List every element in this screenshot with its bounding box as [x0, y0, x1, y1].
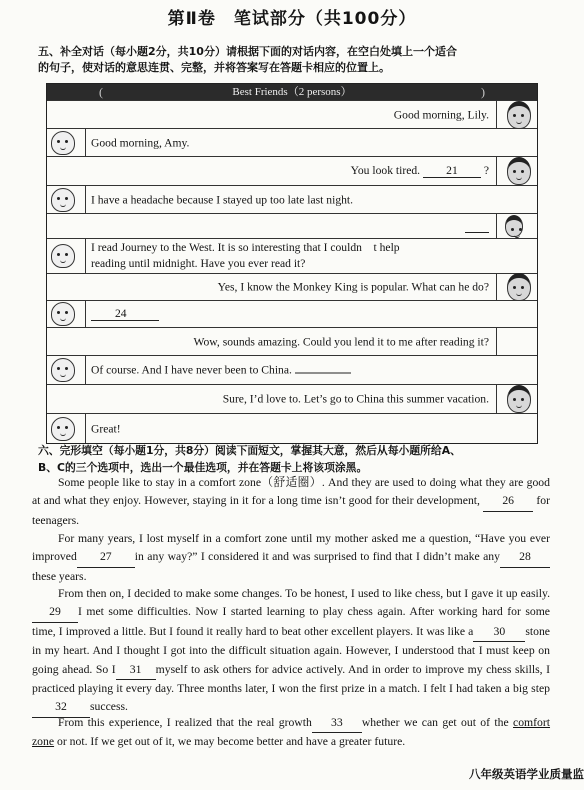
cloze-blank-30: 30	[473, 623, 525, 642]
cloze-blank-32: 32	[32, 698, 90, 717]
amy-avatar-icon	[51, 131, 75, 155]
passage-paragraph-3: From then on, I decided to make some changes. To be honest, I used to like chess, but I gave it up easily.29 I met some difficulties. Now I started learning to play chess again. After working hard for some time, I improved a little. But I found it really hard to beat other excellent players. It was like a 30 stone in my heart. And I thought I got into the difficult situation again. However, I understood that I must keep on going ahead. So I 31 myself to ask others for advice actively. And in order to improve my chess skills, I practiced playing it every day. Three months later, I won the first prize in a match. I felt I had taken a big step32 success.	[32, 585, 550, 718]
amy-avatar-icon	[51, 188, 75, 212]
section5-instruction	[38, 44, 578, 76]
dialogue-line: Good morning, Lily.	[393, 108, 489, 121]
lily-avatar-icon	[507, 385, 531, 413]
amy-avatar-icon	[51, 302, 75, 326]
answer-blank-24: 24	[91, 307, 159, 321]
lily-avatar-icon	[505, 215, 523, 237]
dialogue-line: I have a headache because I stayed up too late last night.	[91, 193, 354, 206]
dialogue-row	[47, 238, 537, 273]
dialogue-line: I read Journey to the West. It is so interesting that I couldn t help reading until midnight. Have you ever read it?	[91, 241, 400, 270]
section5-instruction-line2: 的句子，使对话的意思连贯、完整，并将答案写在答题卡相应的位置上。	[38, 61, 390, 74]
dialogue-row	[47, 213, 537, 238]
dialogue-row	[47, 100, 537, 128]
dialogue-row	[47, 384, 537, 413]
dialogue-line: Yes, I know the Monkey King is popular. What can he do?	[217, 280, 489, 294]
section6-instruction	[38, 442, 572, 476]
dialogue-line: You look tired. 21 ?	[350, 164, 489, 177]
passage-paragraph-4: From this experience, I realized that the real growth 33 whether we can get out of the comfort zone or not. If we get out of it, we may become better and have a greater future.	[32, 716, 551, 749]
header-bracket-right: )	[481, 85, 485, 99]
amy-avatar-icon	[51, 244, 75, 268]
dialogue-line: Of course. And I have never been to China.	[91, 364, 351, 377]
amy-avatar-icon	[51, 417, 75, 441]
dialogue-row	[47, 355, 537, 384]
page-title: 第Ⅱ卷 笔试部分（共100分）	[167, 9, 417, 29]
dialogue-header	[47, 84, 537, 100]
section5-instruction-line1: 五、补全对话（每小题2分，共10分）请根据下面的对话内容，在空白处填上一个适合	[38, 45, 457, 58]
section6-instruction-line2: B、C的三个选项中，选出一个最佳选项，并在答题卡上将该项涂黑。	[38, 461, 368, 474]
cloze-blank-28: 28	[500, 548, 550, 567]
dialogue-line: Great!	[91, 422, 121, 435]
dialogue-header-title: Best Friends（2 persons）	[232, 86, 352, 98]
dialogue-row	[47, 327, 537, 355]
dialogue-line: Sure, I’d love to. Let’s go to China this summer vacation.	[222, 392, 489, 406]
lily-avatar-icon	[507, 157, 531, 185]
lily-avatar-icon	[507, 101, 531, 129]
section6-instruction-line1: 六、完形填空（每小题1分，共8分）阅读下面短文，掌握其大意，然后从每小题所给A、	[38, 444, 461, 457]
dialogue-line: Good morning, Amy.	[91, 136, 190, 149]
lily-avatar-icon	[507, 273, 531, 301]
cloze-blank-31: 31	[116, 661, 156, 680]
dialogue-line: Wow, sounds amazing. Could you lend it to me after reading it?	[193, 335, 489, 348]
header-bracket-left: (	[99, 85, 103, 99]
answer-blank-25	[295, 373, 351, 374]
passage-paragraph-2: For many years, I lost myself in a comfort zone until my mother asked me a question, “Have you ever improved 27 in any way?” I considered it and was surprised to find that I didn’t make any 28these years.	[32, 532, 550, 583]
dialogue-row	[47, 300, 537, 327]
cloze-blank-26: 26	[483, 492, 533, 511]
cloze-blank-27: 27	[77, 548, 135, 567]
answer-blank-21: 21	[423, 164, 481, 178]
dialogue-row	[47, 273, 537, 300]
amy-avatar-icon	[51, 358, 75, 382]
passage-paragraph-1: Some people like to stay in a comfort zone（舒适圈）. And they are used to doing what they are good at and what they enjoy. However, staying in it for a long time isn’t good for their development, 26 for teenagers.	[32, 476, 550, 527]
dialogue-row	[47, 185, 537, 213]
cloze-blank-29: 29	[32, 603, 78, 622]
page-footer: 八年级英语学业质量监	[469, 767, 584, 781]
dialogue-row	[47, 128, 537, 156]
dialogue-table	[46, 83, 538, 444]
dialogue-row	[47, 156, 537, 185]
dialogue-row	[47, 413, 537, 443]
cloze-blank-33: 33	[312, 714, 362, 733]
answer-blank-22	[465, 219, 489, 233]
